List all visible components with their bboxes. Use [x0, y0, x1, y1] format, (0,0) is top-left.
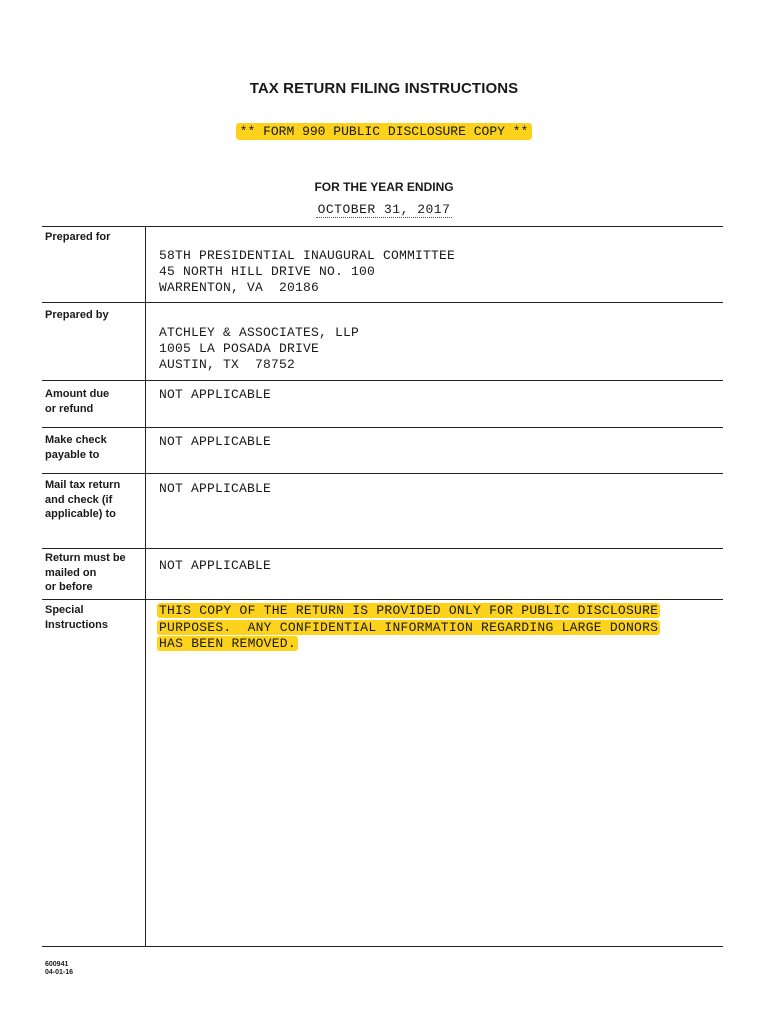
prepared-by-line: AUSTIN, TX 78752: [159, 357, 296, 372]
mail-return-value: NOT APPLICABLE: [159, 481, 272, 496]
amount-due-value: NOT APPLICABLE: [159, 387, 272, 402]
prepared-for-line: WARRENTON, VA 20186: [159, 280, 320, 295]
disclosure-banner: [0, 122, 768, 140]
special-instructions-text: [157, 603, 723, 653]
return-mailed-label: Return must be mailed on or before: [45, 552, 126, 593]
form-footer-code: [45, 961, 73, 977]
table-column-divider: [145, 226, 146, 947]
page-title: TAX RETURN FILING INSTRUCTIONS: [249, 80, 519, 97]
prepared-by-label: Prepared by: [45, 309, 109, 321]
return-mailed-value: NOT APPLICABLE: [159, 558, 272, 573]
mail-return-label: Mail tax return and check (if applicable) to: [45, 479, 121, 520]
prepared-by-value: [159, 325, 359, 373]
form-date: 04-01-16: [45, 969, 74, 976]
special-instructions-line: PURPOSES. ANY CONFIDENTIAL INFORMATION REGARDING LARGE DONORS: [159, 619, 659, 635]
prepared-by-line: 1005 LA POSADA DRIVE: [159, 341, 320, 356]
amount-due-label: Amount due or refund: [45, 388, 110, 415]
special-instructions-line: HAS BEEN REMOVED.: [159, 636, 296, 651]
make-check-value: NOT APPLICABLE: [159, 434, 272, 449]
prepared-for-value: [159, 248, 455, 296]
prepared-by-line: ATCHLEY & ASSOCIATES, LLP: [159, 325, 360, 340]
prepared-for-label: Prepared for: [45, 231, 111, 243]
year-ending-label: FOR THE YEAR ENDING: [314, 180, 454, 194]
prepared-for-line: 45 NORTH HILL DRIVE NO. 100: [159, 264, 376, 279]
special-instructions-label: Special Instructions: [45, 604, 108, 631]
year-ending-date: OCTOBER 31, 2017: [317, 202, 451, 217]
year-ending-value: [0, 200, 768, 218]
form-number: 600941: [45, 961, 69, 968]
make-check-label: Make check payable to: [45, 434, 107, 461]
disclosure-banner-text: ** FORM 990 PUBLIC DISCLOSURE COPY **: [236, 123, 533, 140]
special-instructions-line: THIS COPY OF THE RETURN IS PROVIDED ONLY FOR PUBLIC DISCLOSURE: [159, 603, 659, 618]
prepared-for-line: 58TH PRESIDENTIAL INAUGURAL COMMITTEE: [159, 248, 456, 263]
